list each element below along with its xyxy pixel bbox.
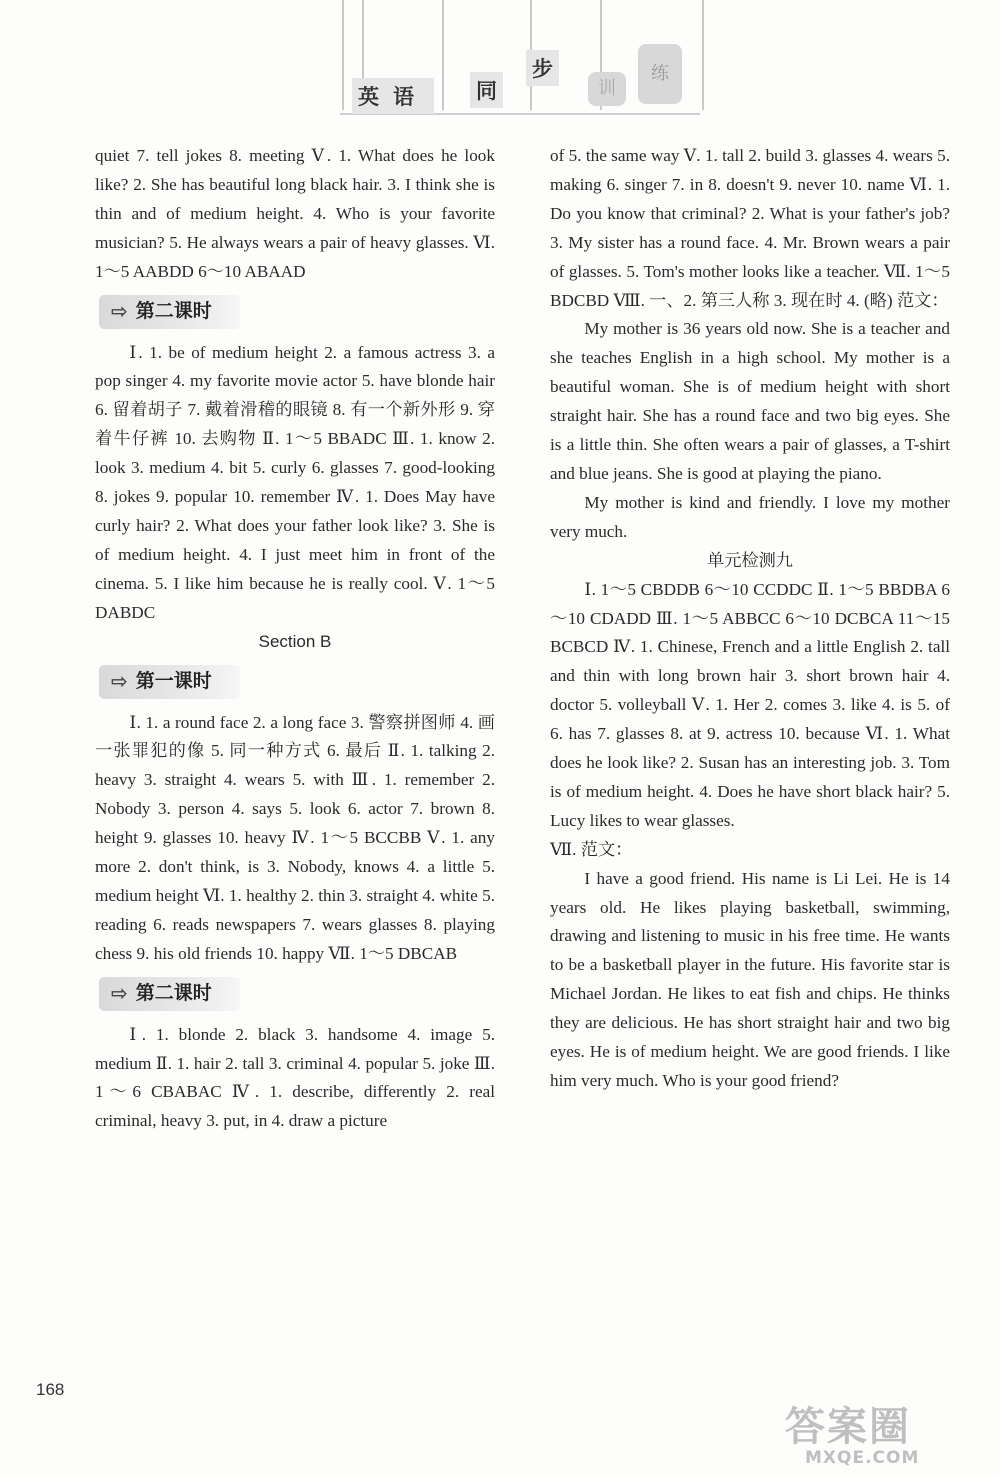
header-title-bu: 步	[526, 50, 559, 86]
answer-paragraph: Ⅰ. 1～5 CBDDB 6～10 CCDDC Ⅱ. 1～5 BBDBA 6～10 CDADD Ⅲ. 1～5 ABBCC 6～10 DCBCA 11～15 BCBCD Ⅳ. 1. Chinese, French and a little English 2. tall and thin with long brown hair 3. short brown hair 4. doctor 5. volleyball Ⅴ. 1. Her 2. comes 3. like 4. is 5. of 6. has 7. glasses 8. at 9. actress 10. because Ⅵ. 1. What does he look like? 2. Susan has an interesting job. 3. Tom is of medium height. 4. Does he have short black hair? 5. Lucy likes to wear glasses.	[550, 579, 950, 830]
lesson-heading-label: 第二课时	[135, 982, 212, 1005]
arrow-right-icon: ⇨	[111, 669, 128, 694]
essay-paragraph: My mother is 36 years old now. She is a teacher and she teaches English in a high school. My mother is a beautiful woman. She is of medium height with short straight hair. She has a round face and two big eyes. She is a little thin. She often wears a pair of glasses, a T-shirt and blue jeans. She is good at playing the piano.	[550, 319, 950, 483]
left-column	[95, 142, 495, 1136]
answer-paragraph: Ⅰ. 1. blonde 2. black 3. handsome 4. image 5. medium Ⅱ. 1. hair 2. tall 3. criminal 4. popular 5. joke Ⅲ. 1～6 CBABAC Ⅳ. 1. describe, differently 2. real criminal, heavy 3. put, in 4. draw a picture	[95, 1024, 495, 1131]
arrow-right-icon: ⇨	[111, 299, 128, 324]
section-title: Section B	[258, 631, 332, 651]
essay-label: Ⅶ. 范文：	[550, 839, 633, 859]
lesson-heading	[99, 665, 240, 699]
answer-paragraph: Ⅰ. 1. a round face 2. a long face 3. 警察拼图师 4. 画一张罪犯的像 5. 同一种方式 6. 最后 Ⅱ. 1. talking 2. heavy 3. straight 4. wears 5. with Ⅲ. 1. remember 2. Nobody 3. person 4. says 5. look 6. actor 7. brown 8. height 9. glasses 10. heavy Ⅳ. 1～5 BCCBB Ⅴ. 1. any more 2. don't think, is 3. Nobody, knows 4. a little 5. medium height Ⅵ. 1. healthy 2. thin 3. straight 4. white 5. reading 6. reads newspapers 7. wears glasses 8. playing chess 9. his old friends 10. happy Ⅶ. 1～5 DBCAB	[95, 712, 495, 963]
answer-paragraph: of 5. the same way Ⅴ. 1. tall 2. build 3. glasses 4. wears 5. making 6. singer 7. in 8. doesn't 9. never 10. name Ⅵ. 1. Do you know that criminal? 2. What is your father's job? 3. My sister has a round face. 4. Mr. Brown wears a pair of glasses. 5. Tom's mother looks like a teacher. Ⅶ. 1～5 BDCBD Ⅷ. 一、2. 第三人称 3. 现在时 4. (略) 范文：	[550, 146, 950, 310]
unit-test-title: 单元检测九	[707, 550, 793, 570]
essay-paragraph: I have a good friend. His name is Li Lei. He is 14 years old. He likes playing basketball, swimming, drawing and listening to music in his free time. He wants to be a basketball player in the future. His favorite star is Michael Jordan. He likes to eat fish and chips. He thinks they are delicious. He has short straight hair and two big eyes. He is of medium height. We are good friends. I like him very much. Who is your good friend?	[550, 868, 950, 1090]
watermark-logo	[785, 1395, 985, 1470]
lesson-heading	[99, 295, 240, 329]
header-title-english: 英语	[352, 78, 434, 114]
watermark-url: MXQE.COM	[805, 1448, 920, 1468]
lesson-heading	[99, 977, 240, 1011]
answer-paragraph: quiet 7. tell jokes 8. meeting Ⅴ. 1. What does he look like? 2. She has beautiful long black hair. 3. I think she is thin and of medium height. 4. Who is your favorite musician? 5. He always wears a pair of heavy glasses. Ⅵ. 1～5 AABDD 6～10 ABAAD	[95, 146, 495, 281]
lesson-heading-label: 第二课时	[135, 300, 212, 323]
page-number: 168	[36, 1380, 65, 1399]
header-deco-glyph: 训	[588, 72, 626, 106]
arrow-right-icon: ⇨	[111, 981, 128, 1006]
right-column	[550, 142, 950, 1096]
watermark-logo-text: 答案圈	[785, 1404, 911, 1450]
header-deco-glyph: 练	[638, 44, 682, 104]
essay-paragraph: My mother is kind and friendly. I love my mother very much.	[550, 492, 950, 541]
lesson-heading-label: 第一课时	[135, 670, 212, 693]
page-header	[330, 0, 710, 125]
answer-paragraph: Ⅰ. 1. be of medium height 2. a famous actress 3. a pop singer 4. my favorite movie actor 5. have blonde hair 6. 留着胡子 7. 戴着滑稽的眼镜 8. 有一个新外形 9. 穿着牛仔裤 10. 去购物 Ⅱ. 1～5 BBADC Ⅲ. 1. know 2. look 3. medium 4. bit 5. curly 6. glasses 7. good-looking 8. jokes 9. popular 10. remember Ⅳ. 1. Does May have curly hair? 2. What does your father look like? 3. She is of medium height. 4. I just meet him in front of the cinema. 5. I like him because he is really cool. Ⅴ. 1～5 DABDC	[95, 342, 495, 622]
header-rule	[442, 0, 444, 110]
header-title-tong: 同	[470, 72, 503, 108]
header-rule	[342, 0, 344, 110]
header-rule	[702, 0, 704, 110]
